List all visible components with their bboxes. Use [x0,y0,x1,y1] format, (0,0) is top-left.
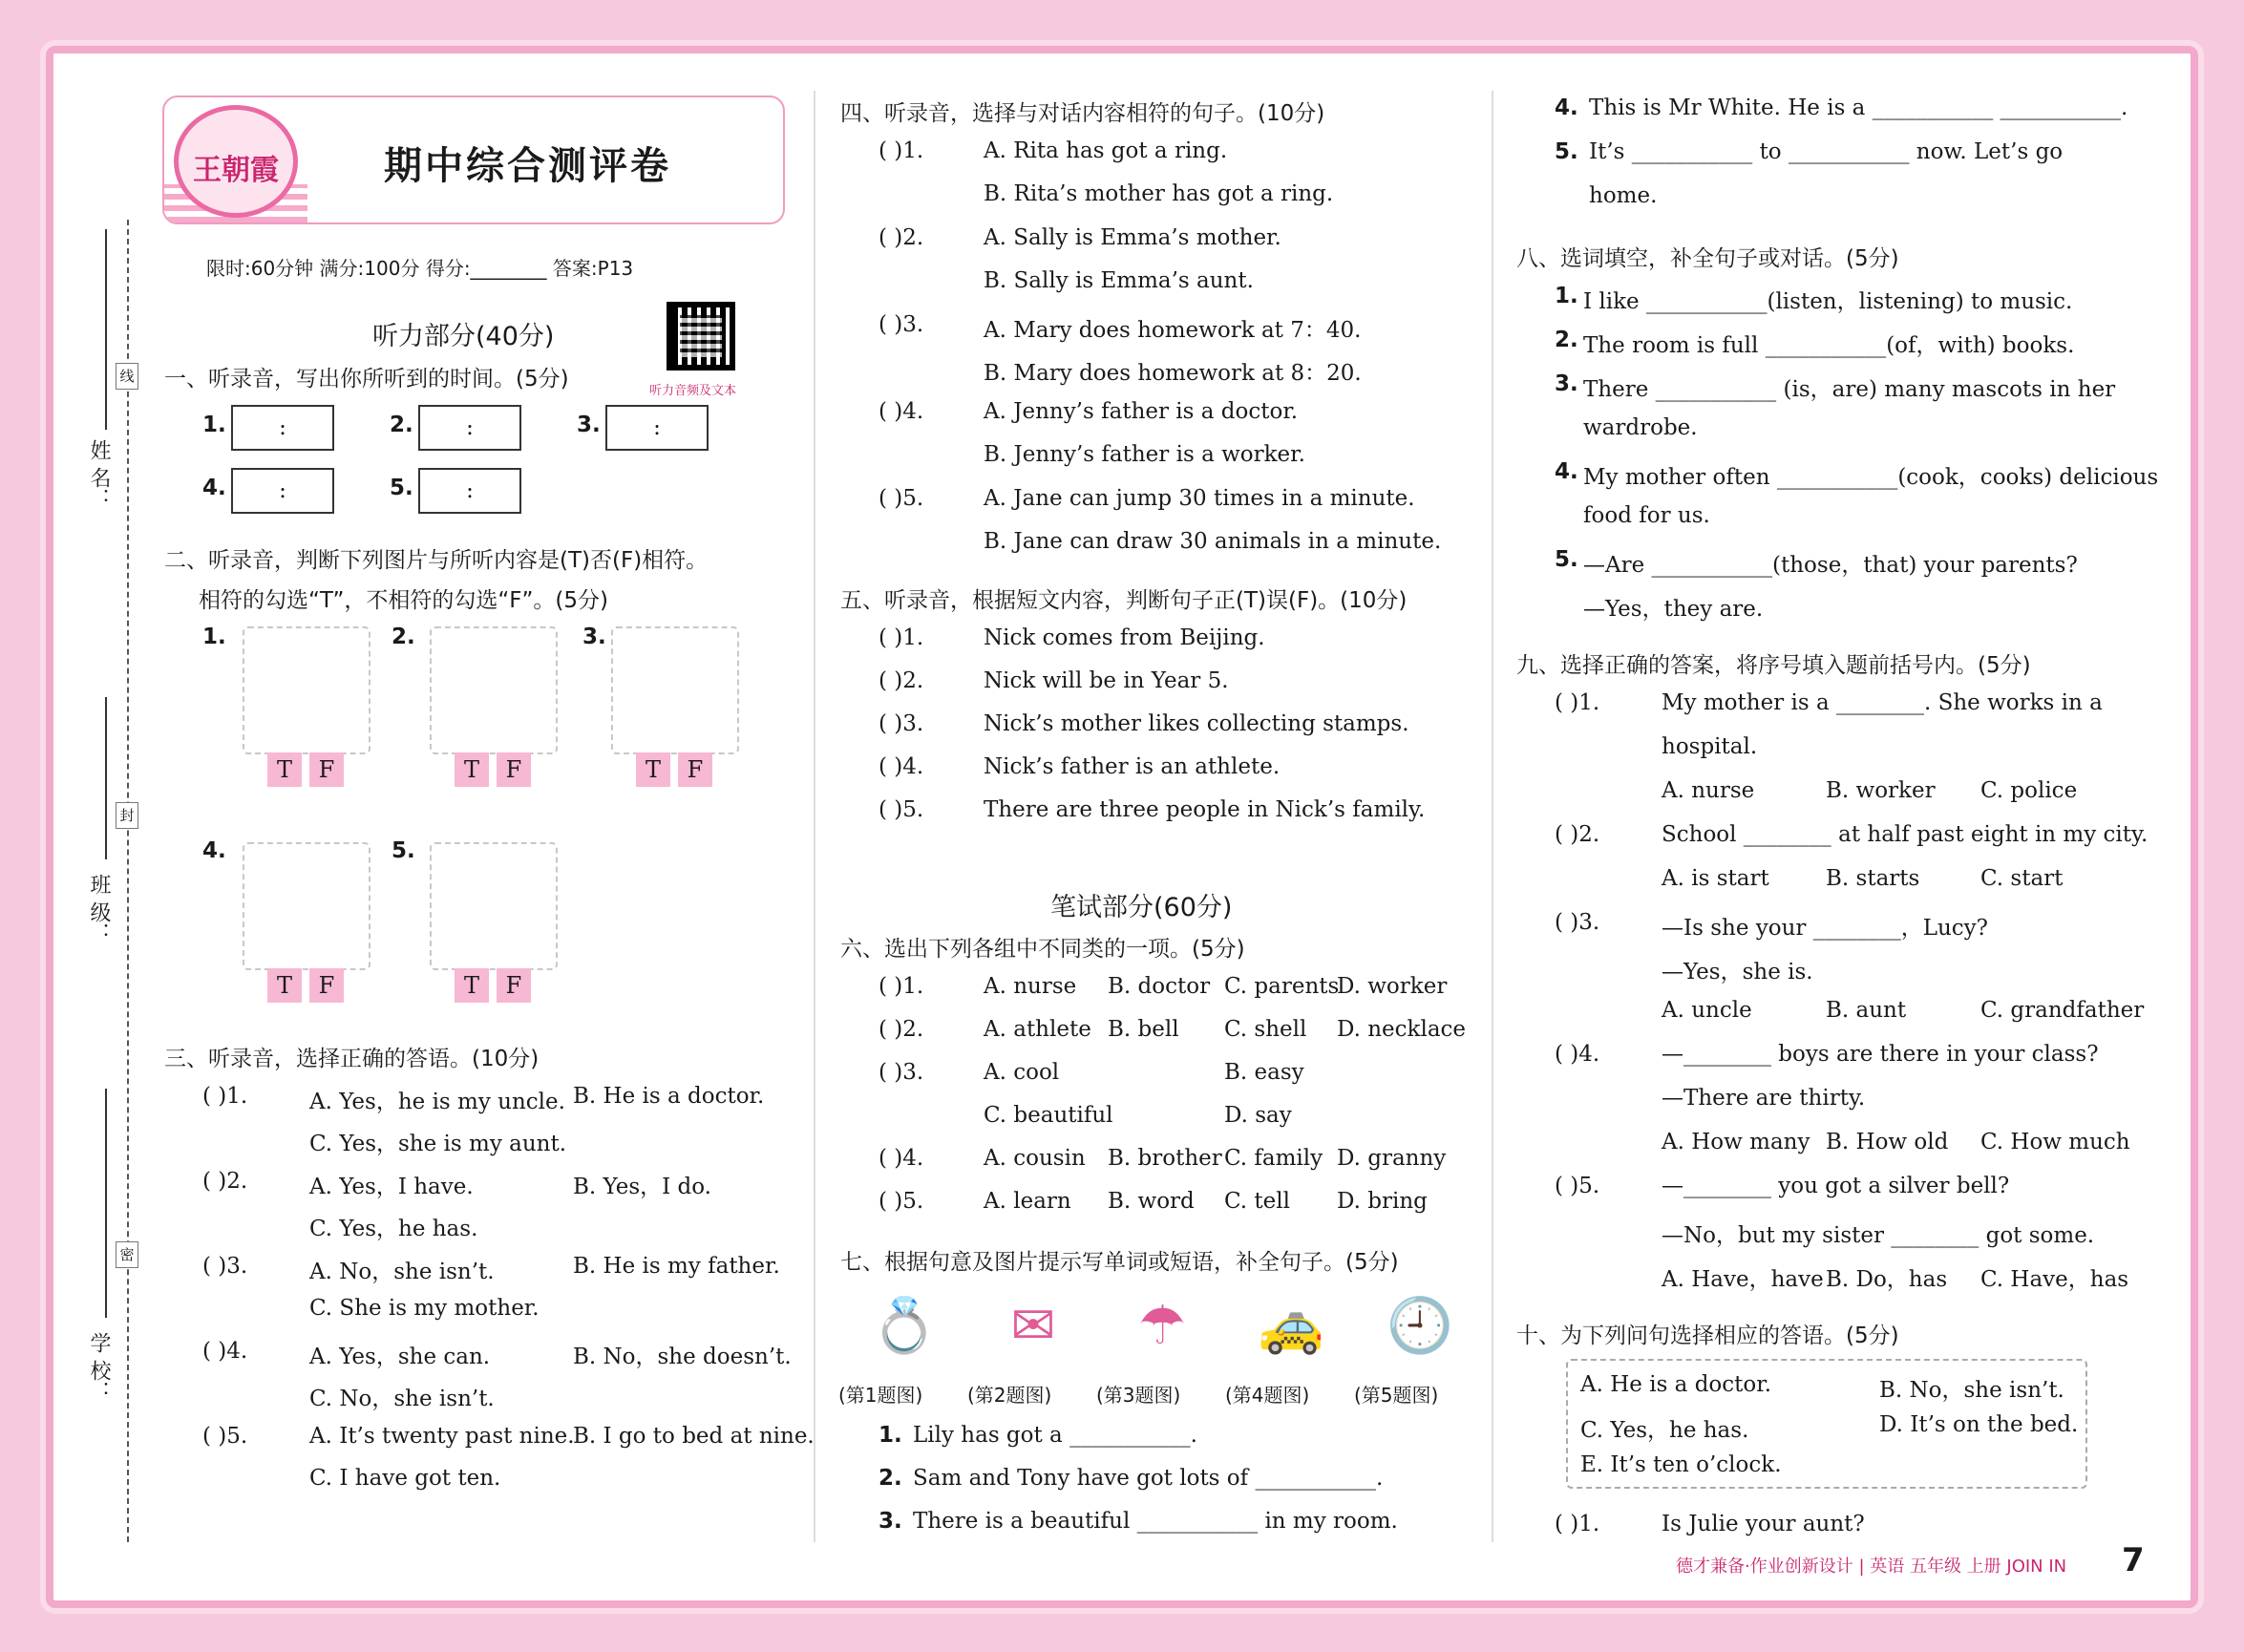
time-number: 2. [390,413,413,437]
option-b: B. Mary does homework at 8：20. [984,361,1362,386]
time-number: 3. [577,413,601,437]
answer-bracket: ( )3. [1555,910,1600,935]
binding-mark: 封 [116,802,138,829]
false-option[interactable]: F [309,968,344,1003]
time-number: 1. [202,413,226,437]
option-b: B. Jane can draw 30 animals in a minute. [984,529,1442,554]
footer: 德才兼备·作业创新设计 | 英语 五年级 上册 JOIN IN [1676,1557,2067,1577]
option-a: A. nurse [1662,778,1755,803]
s2-title: 二、听录音，判断下列图片与所听内容是(T)否(F)相符。 [164,548,709,573]
fill-sentence: It’s ___________ to ___________ now. Let’s go [1589,139,2064,164]
exam-header [162,95,785,224]
option-a: A. learn [984,1189,1071,1214]
listening-picture [243,626,370,754]
answer-bracket: ( )1. [879,138,924,163]
s1-title: 一、听录音，写出你所听到的时间。(5分) [164,367,569,392]
false-option[interactable]: F [309,752,344,787]
option-a: A. Mary does homework at 7：40. [984,318,1362,343]
option-b: B. worker [1826,778,1936,803]
listening-picture [243,842,370,970]
option-c: C. Yes，she is my aunt. [309,1132,567,1156]
time-number: 5. [390,476,413,500]
option-c: C. parents [1224,974,1340,999]
fill-sentence: Lily has got a ___________. [913,1423,1197,1448]
option-a: A. Yes，he is my uncle. [309,1090,565,1114]
option-d: D. worker [1337,974,1448,999]
option-b: B. He is a doctor. [573,1084,765,1109]
option-a: A. is start [1662,866,1769,891]
s4-title: 四、听录音，选择与对话内容相符的句子。(10分) [840,101,1325,126]
option-d: D. granny [1337,1146,1447,1171]
answer-bracket: ( )2. [879,668,924,693]
question-text: —There are thirty. [1662,1086,1866,1111]
listening-title: 听力部分(40分) [372,322,555,351]
brand-logo [174,105,298,218]
option-c: C. grandfather [1980,998,2145,1023]
ring-icon: 💍 [871,1295,938,1357]
answer-option: D. It’s on the bed. [1879,1412,2079,1437]
taxi-icon: 🚕 [1258,1295,1324,1357]
picture-number: 4. [202,838,226,863]
option-b: B. starts [1826,866,1920,891]
school-label: 学 校： [87,1332,111,1402]
picture-caption: (第3题图) [1096,1384,1181,1407]
true-option[interactable]: T [455,968,489,1003]
question-number: 2. [879,1466,902,1491]
option-c: C. family [1224,1146,1323,1171]
true-option[interactable]: T [636,752,670,787]
class-label: 班 级： [87,874,111,943]
answer-bracket: ( )5. [202,1424,248,1449]
question-number: 2. [1555,328,1578,352]
umbrella-icon: ☂ [1137,1295,1187,1357]
statement: There are three people in Nick’s family. [984,797,1426,822]
option-c: C. No，she isn’t. [309,1387,495,1411]
option-b: B. bell [1108,1017,1179,1042]
option-b: B. brother [1108,1146,1222,1171]
answer-bracket: ( )3. [202,1254,248,1279]
column-divider [1492,91,1493,1542]
page-number: 7 [2122,1541,2145,1579]
option-c: C. beautiful [984,1103,1113,1128]
option-b: B. No，she doesn’t. [573,1345,792,1369]
s3-title: 三、听录音，选择正确的答语。(10分) [164,1047,540,1071]
s8-title: 八、选词填空，补全句子或对话。(5分) [1516,246,1899,271]
option-b: B. Rita’s mother has got a ring. [984,181,1334,206]
option-a: A. cool [984,1060,1060,1085]
question-text: hospital. [1662,734,1758,759]
answer-bracket: ( )5. [879,1189,924,1214]
question-number: 3. [1555,371,1578,396]
page-title: 期中综合测评卷 [384,144,671,188]
fill-sentence: This is Mr White. He is a ___________ ___________. [1589,95,2128,120]
fill-sentence: wardrobe. [1583,415,1698,440]
answer-bracket: ( )5. [1555,1174,1600,1198]
option-a: A. Sally is Emma’s mother. [984,225,1281,250]
fill-sentence: I like ___________(listen，listening) to music. [1583,289,2073,314]
picture-number: 3. [582,625,606,649]
option-b: B. I go to bed at nine. [573,1424,815,1449]
answer-bracket: ( )3. [879,711,924,736]
time-number: 4. [202,476,226,500]
answer-option: A. He is a doctor. [1580,1372,1772,1397]
answer-bracket: ( )4. [202,1339,248,1364]
option-a: A. It’s twenty past nine. [309,1424,575,1449]
question-number: 4. [1555,459,1578,484]
exam-meta: 限时:60分钟 满分:100分 得分:________ 答案:P13 [206,257,634,280]
name-label: 姓 名： [87,439,111,509]
option-d: D. necklace [1337,1017,1467,1042]
cut-line [127,220,129,1542]
option-b: B. Yes，I do. [573,1175,711,1199]
answer-option: B. No，she isn’t. [1879,1378,2064,1403]
option-c: C. shell [1224,1017,1307,1042]
option-a: A. Rita has got a ring. [984,138,1228,163]
answer-option: E. It’s ten o’clock. [1580,1452,1782,1477]
answer-bracket: ( )3. [879,1060,924,1085]
time-answer-box[interactable]: : [231,405,334,451]
writing-title: 笔试部分(60分) [1050,893,1233,922]
column-divider [814,91,815,1542]
option-c: C. police [1980,778,2078,803]
fill-sentence: —Yes，they are. [1583,597,1764,622]
option-b: B. Sally is Emma’s aunt. [984,268,1254,293]
answer-bracket: ( )4. [1555,1042,1600,1067]
answer-bracket: ( )5. [879,486,924,511]
option-a: A. Have，have [1662,1267,1824,1292]
binding-mark: 线 [116,363,138,390]
true-option[interactable]: T [267,752,302,787]
time-answer-box[interactable]: : [418,405,521,451]
option-b: B. Jenny’s father is a worker. [984,442,1305,467]
name-line [105,229,107,430]
option-a: A. Yes，she can. [309,1345,491,1369]
option-c: C. Have，has [1980,1267,2129,1292]
option-a: A. How many [1662,1130,1810,1154]
s10-title: 十、为下列问句选择相应的答语。(5分) [1516,1324,1899,1348]
picture-number: 2. [392,625,415,649]
picture-caption: (第1题图) [838,1384,923,1407]
fill-sentence: The room is full ___________(of，with) books. [1583,333,2075,358]
picture-number: 5. [392,838,415,863]
false-option[interactable]: F [678,752,712,787]
option-b: B. Do，has [1826,1267,1948,1292]
s2-title-2: 相符的勾选“T”，不相符的勾选“F”。(5分) [199,588,609,613]
binding-mark: 密 [116,1241,138,1268]
listening-picture [430,842,558,970]
time-answer-box[interactable]: : [418,468,521,514]
answer-bracket: ( )1. [879,974,924,999]
statement: Nick’s mother likes collecting stamps. [984,711,1409,736]
answer-bracket: ( )1. [1555,1512,1600,1536]
question-text: School ________ at half past eight in my city. [1662,822,2149,847]
option-c: C. Yes，he has. [309,1217,478,1241]
option-a: A. cousin [984,1146,1086,1171]
question-number: 5. [1555,139,1578,164]
question-number: 4. [1555,95,1578,120]
s6-title: 六、选出下列各组中不同类的一项。(5分) [840,937,1245,962]
answer-bracket: ( )2. [202,1169,248,1194]
question-text: —Is she your ________，Lucy? [1662,916,1988,941]
option-b: B. How old [1826,1130,1949,1154]
answer-bracket: ( )2. [879,225,924,250]
question-number: 3. [879,1509,902,1534]
question-number: 1. [1555,284,1578,308]
clock-icon: 🕘 [1387,1295,1453,1357]
picture-caption: (第4题图) [1225,1384,1310,1407]
question-text: —________ boys are there in your class? [1662,1042,2099,1067]
stamps-icon: ✉ [1010,1295,1056,1357]
option-c: C. tell [1224,1189,1290,1214]
answer-bracket: ( )4. [879,1146,924,1171]
option-c: C. I have got ten. [309,1466,501,1491]
answer-bracket: ( )2. [879,1017,924,1042]
option-d: D. say [1224,1103,1292,1128]
fill-sentence: My mother often ___________(cook，cooks) delicious [1583,465,2159,490]
qr-pattern [680,315,722,357]
option-b: B. aunt [1826,998,1907,1023]
option-a: A. athlete [984,1017,1091,1042]
question-text: Is Julie your aunt? [1662,1512,1865,1536]
false-option[interactable]: F [497,752,531,787]
answer-bracket: ( )4. [879,399,924,424]
s7-title: 七、根据句意及图片提示写单词或短语，补全句子。(5分) [840,1250,1399,1275]
answer-bracket: ( )4. [879,754,924,779]
option-a: A. No，she isn’t. [309,1260,495,1284]
statement: Nick will be in Year 5. [984,668,1229,693]
true-option[interactable]: T [455,752,489,787]
class-line [105,697,107,859]
answer-option: C. Yes，he has. [1580,1418,1749,1443]
picture-caption: (第5题图) [1354,1384,1439,1407]
question-text: —________ you got a silver bell? [1662,1174,2010,1198]
option-b: B. He is my father. [573,1254,780,1279]
option-c: C. start [1980,866,2064,891]
question-number: 5. [1555,547,1578,572]
option-a: A. Jane can jump 30 times in a minute. [984,486,1415,511]
option-b: B. doctor [1108,974,1211,999]
s5-title: 五、听录音，根据短文内容，判断句子正(T)误(F)。(10分) [840,588,1408,613]
time-answer-box[interactable]: : [231,468,334,514]
fill-sentence: food for us. [1583,503,1710,528]
question-text: My mother is a ________. She works in a [1662,690,2103,715]
option-b: B. easy [1224,1060,1304,1085]
fill-sentence: —Are ___________(those，that) your parents? [1583,553,2078,578]
option-a: A. Jenny’s father is a doctor. [984,399,1299,424]
s9-title: 九、选择正确的答案，将序号填入题前括号内。(5分) [1516,653,2031,678]
answer-bracket: ( )1. [1555,690,1600,715]
answer-bracket: ( )5. [879,797,924,822]
listening-picture [611,626,739,754]
answer-bracket: ( )1. [202,1084,248,1109]
qr-label: 听力音频及文本 [649,384,737,398]
picture-number: 1. [202,625,226,649]
time-answer-box[interactable]: : [605,405,709,451]
option-d: D. bring [1337,1189,1428,1214]
fill-sentence: There is a beautiful ___________ in my room. [913,1509,1398,1534]
statement: Nick’s father is an athlete. [984,754,1281,779]
option-b: B. word [1108,1189,1195,1214]
option-c: C. She is my mother. [309,1296,540,1321]
fill-sentence: home. [1589,183,1658,208]
answer-bracket: ( )2. [1555,822,1600,847]
true-option[interactable]: T [267,968,302,1003]
fill-sentence: There ___________ (is，are) many mascots in her [1583,377,2116,402]
option-a: A. nurse [984,974,1077,999]
question-text: —Yes，she is. [1662,960,1813,985]
school-line [105,1089,107,1318]
statement: Nick comes from Beijing. [984,625,1265,650]
question-number: 1. [879,1423,902,1448]
answer-bracket: ( )1. [879,625,924,650]
option-a: A. Yes，I have. [309,1175,474,1199]
question-text: —No，but my sister ________ got some. [1662,1223,2095,1248]
logo-text: 王朝霞 [193,154,279,187]
picture-caption: (第2题图) [967,1384,1052,1407]
option-a: A. uncle [1662,998,1752,1023]
option-c: C. How much [1980,1130,2130,1154]
fill-sentence: Sam and Tony have got lots of ___________. [913,1466,1384,1491]
answer-bracket: ( )3. [879,312,924,337]
listening-picture [430,626,558,754]
false-option[interactable]: F [497,968,531,1003]
